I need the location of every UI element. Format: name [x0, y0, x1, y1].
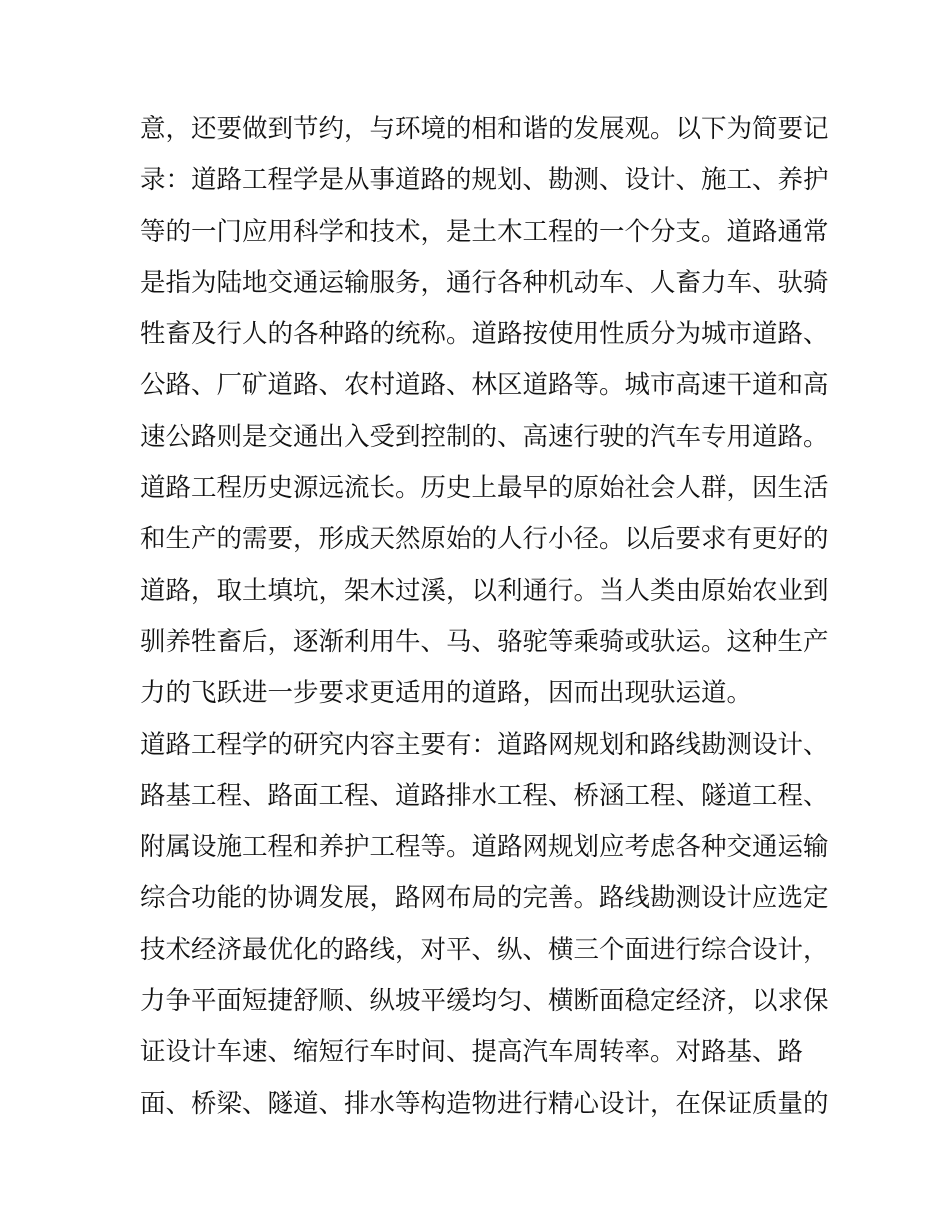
text-line: 是指为陆地交通运输服务，通行各种机动车、人畜力车、驮骑 [140, 267, 829, 298]
text-line: 附属设施工程和养护工程等。道路网规划应考虑各种交通运输 [140, 832, 829, 863]
text-line: 力的飞跃进一步要求更适用的道路，因而出现驮运道。 [140, 678, 753, 709]
text-line: 录：道路工程学是从事道路的规划、勘测、设计、施工、养护 [140, 165, 829, 196]
text-line: 路基工程、路面工程、道路排水工程、桥涵工程、隧道工程、 [140, 780, 829, 811]
text-line: 速公路则是交通出入受到控制的、高速行驶的汽车专用道路。 [140, 421, 829, 452]
text-line: 驯养牲畜后，逐渐利用牛、马、骆驼等乘骑或驮运。这种生产 [140, 626, 829, 657]
text-line: 等的一门应用科学和技术，是土木工程的一个分支。道路通常 [140, 216, 829, 247]
text-line: 道路工程学的研究内容主要有：道路网规划和路线勘测设计、 [140, 729, 829, 760]
text-line: 和生产的需要，形成天然原始的人行小径。以后要求有更好的 [140, 524, 829, 555]
text-line: 技术经济最优化的路线，对平、纵、横三个面进行综合设计， [140, 934, 829, 965]
text-line: 道路工程历史源远流长。历史上最早的原始社会人群，因生活 [140, 473, 829, 504]
text-line: 道路，取土填坑，架木过溪，以利通行。当人类由原始农业到 [140, 575, 829, 606]
text-line: 力争平面短捷舒顺、纵坡平缓均匀、横断面稳定经济，以求保 [140, 986, 829, 1017]
text-line: 面、桥梁、隧道、排水等构造物进行精心设计，在保证质量的 [140, 1088, 829, 1119]
text-line: 意，还要做到节约，与环境的相和谐的发展观。以下为简要记 [140, 114, 829, 144]
text-line: 综合功能的协调发展，路网布局的完善。路线勘测设计应选定 [140, 883, 829, 914]
text-line: 证设计车速、缩短行车时间、提高汽车周转率。对路基、路 [140, 1037, 804, 1068]
text-line: 牲畜及行人的各种路的统称。道路按使用性质分为城市道路、 [140, 319, 829, 350]
body-text [140, 104, 829, 1130]
text-line: 公路、厂矿道路、农村道路、林区道路等。城市高速干道和高 [140, 370, 829, 401]
